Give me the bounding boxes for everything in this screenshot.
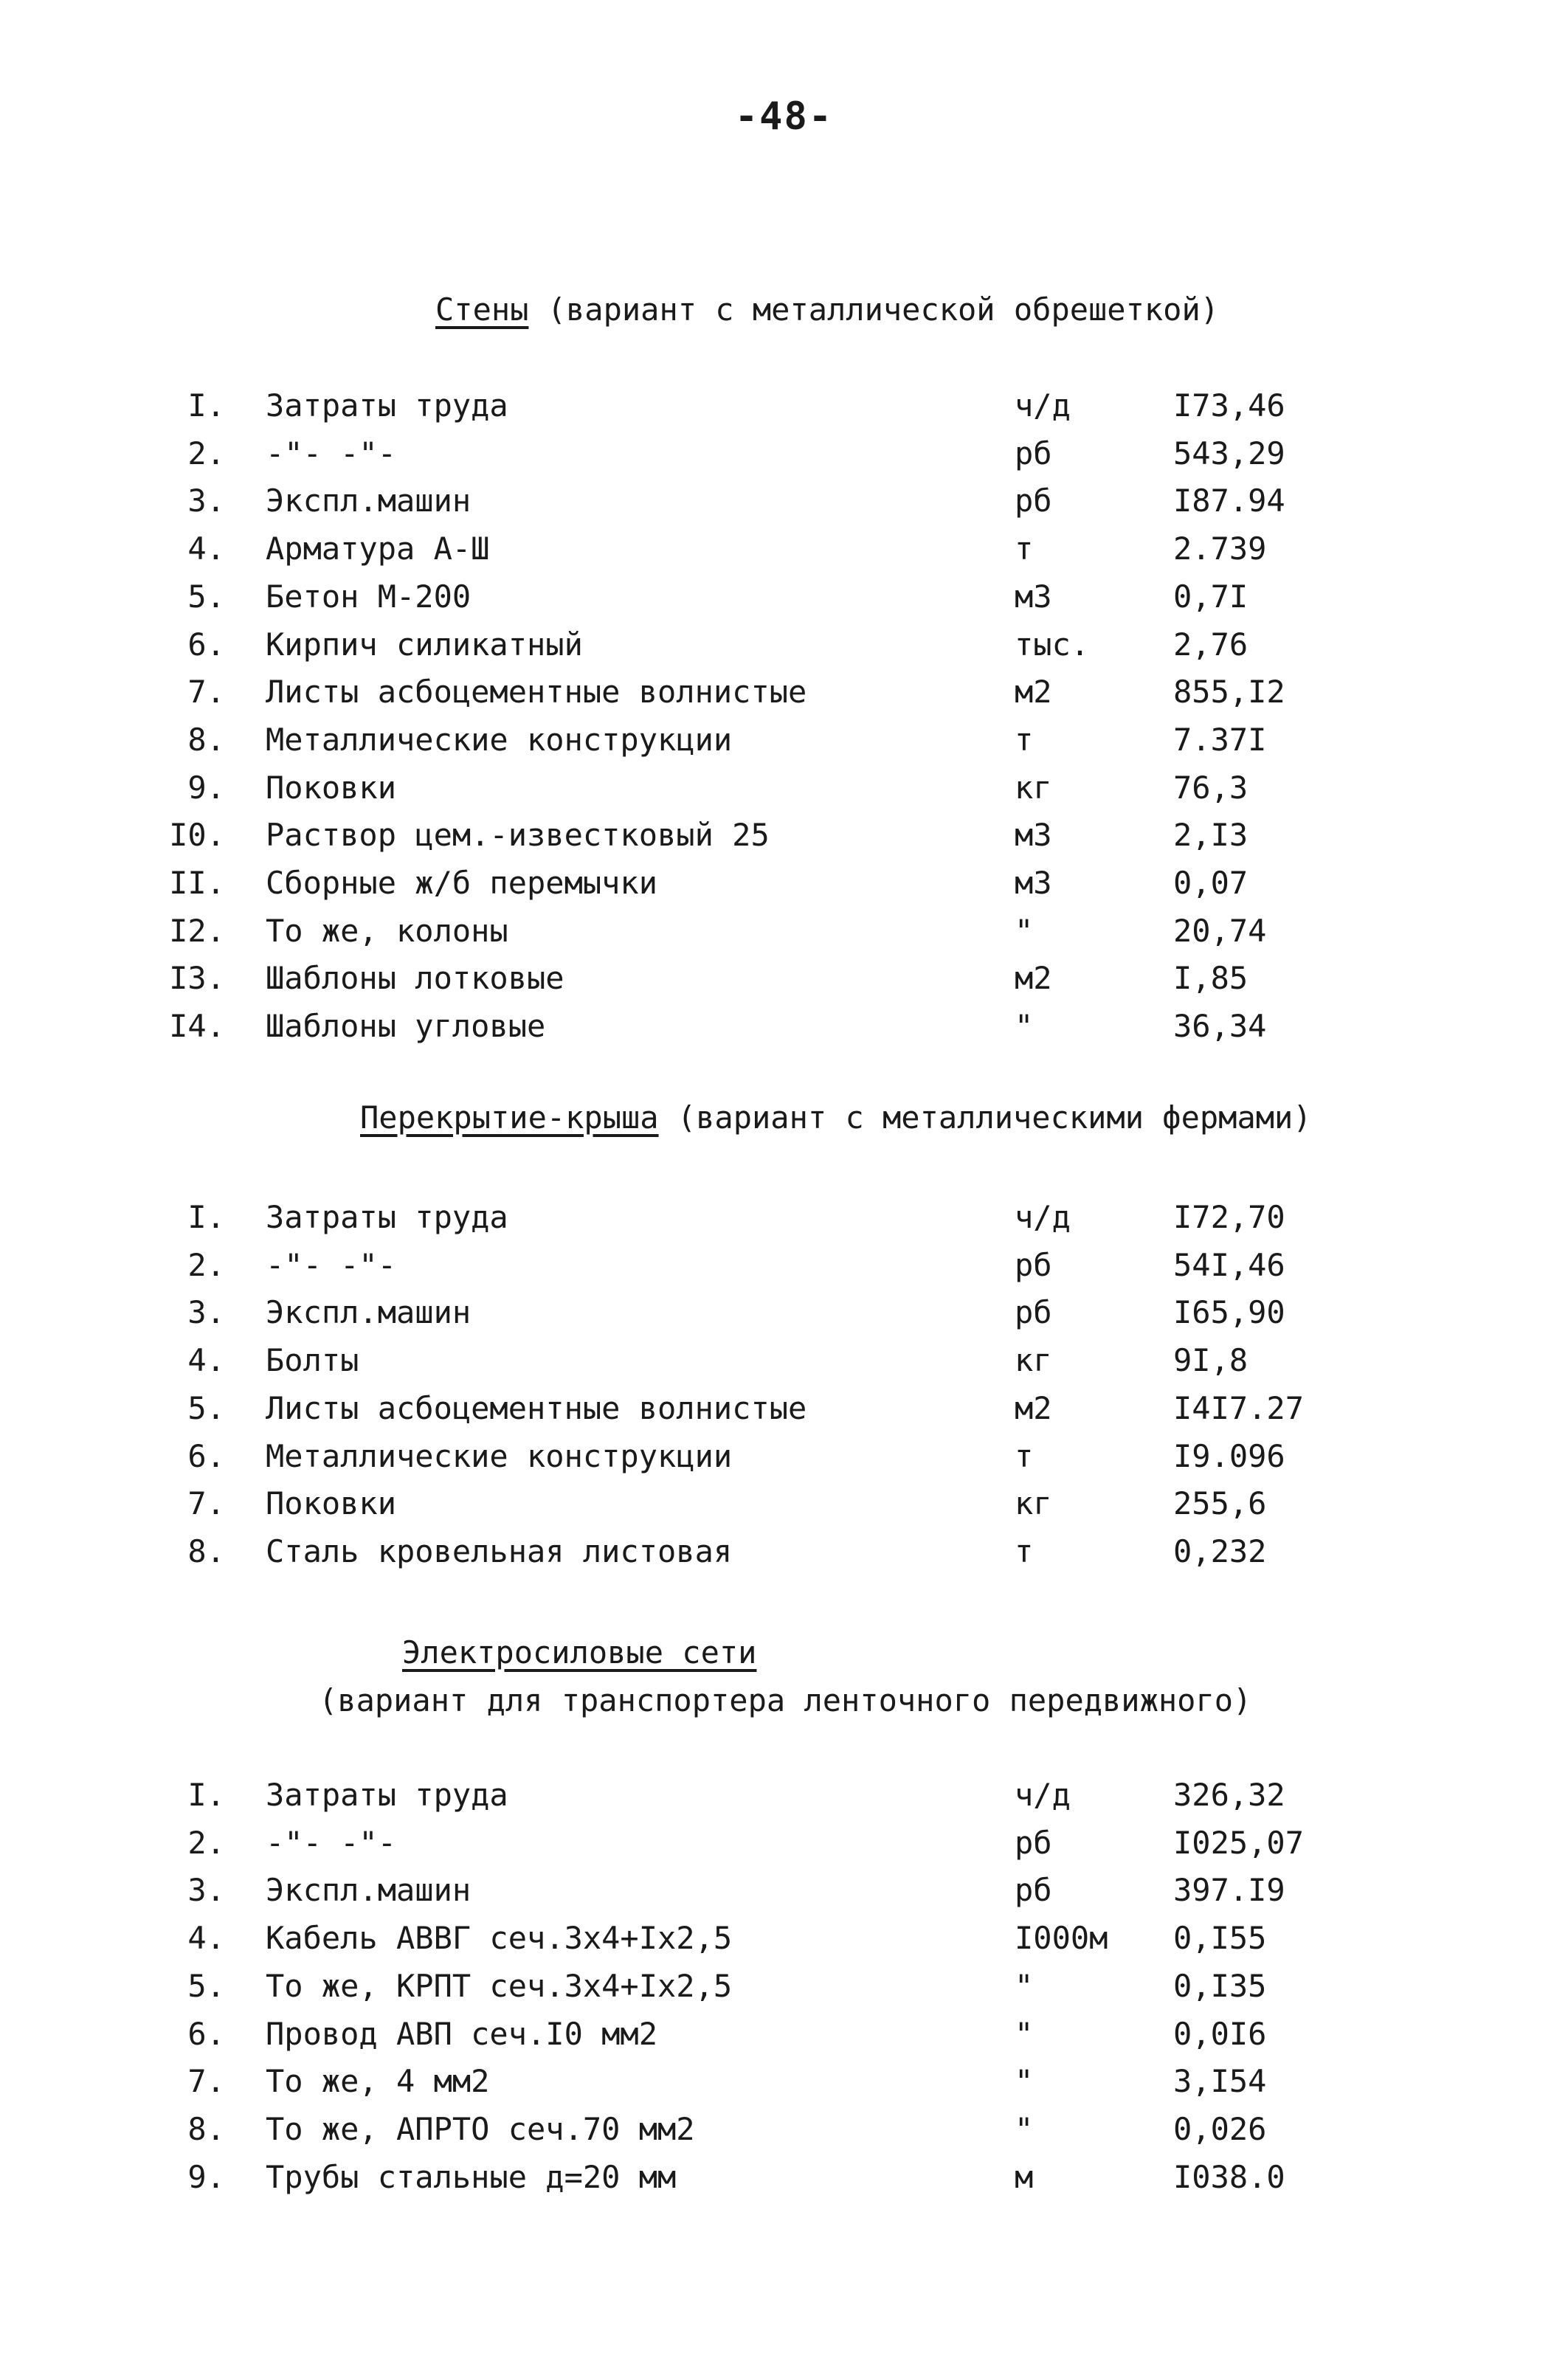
item-name: Бетон М-200: [266, 578, 472, 615]
item-number: I.: [187, 387, 225, 424]
item-name: Экспл.машин: [266, 1872, 472, 1909]
item-name: То же, КРПТ сеч.3х4+Iх2,5: [266, 1967, 733, 2004]
item-name: Шаблоны угловые: [266, 1008, 546, 1045]
item-value: 9I,8: [1173, 1342, 1248, 1379]
item-value: 2,76: [1173, 626, 1248, 663]
item-value: I,85: [1173, 960, 1248, 997]
item-number: II.: [169, 865, 225, 901]
list-item: [0, 626, 1568, 674]
item-number: 6.: [187, 2015, 225, 2052]
list-item: [0, 1533, 1568, 1580]
item-name: Экспл.машин: [266, 483, 472, 519]
item-number: I.: [187, 1199, 225, 1235]
section-title-roof: [360, 1099, 1312, 1136]
list-item: [0, 1872, 1568, 1919]
item-name: Листы асбоцементные волнистые: [266, 674, 807, 711]
item-unit: м2: [1015, 960, 1052, 997]
item-number: I4.: [169, 1008, 225, 1045]
item-unit: кг: [1015, 1485, 1052, 1522]
item-number: 5.: [187, 1967, 225, 2004]
item-unit: м3: [1015, 817, 1052, 854]
section-title-underlined: Электросиловые сети: [402, 1634, 757, 1670]
item-value: I72,70: [1173, 1199, 1285, 1235]
item-value: 0,0I6: [1173, 2015, 1267, 2052]
section-title-underlined: Перекрытие-крыша: [360, 1099, 659, 1136]
item-name: Затраты труда: [266, 387, 508, 424]
item-value: 36,34: [1173, 1008, 1267, 1045]
item-unit: ч/д: [1015, 1777, 1071, 1813]
item-name: Экспл.машин: [266, 1294, 472, 1331]
list-item: [0, 1920, 1568, 1967]
list-item: [0, 674, 1568, 721]
item-number: 8.: [187, 2110, 225, 2147]
item-value: 0,026: [1173, 2110, 1267, 2147]
list-item: [0, 2111, 1568, 2158]
section-title-underlined: Стены: [435, 291, 529, 328]
item-number: 2.: [187, 1824, 225, 1861]
section-title-rest: (вариант с металлическими фермами): [658, 1099, 1312, 1136]
item-number: 2.: [187, 1246, 225, 1283]
item-number: 4.: [187, 531, 225, 567]
item-unit: ": [1015, 1967, 1034, 2004]
item-name: Поковки: [266, 769, 397, 806]
list-item: [0, 960, 1568, 1007]
section-title-rest: (вариант с металлической обрешеткой): [528, 291, 1220, 328]
item-number: 2.: [187, 435, 225, 471]
item-name: То же, АПРТО сеч.70 мм2: [266, 2110, 695, 2147]
item-unit: рб: [1015, 483, 1052, 519]
item-value: 20,74: [1173, 912, 1267, 949]
item-name: Металлические конструкции: [266, 721, 733, 758]
list-item: [0, 770, 1568, 817]
section-title-walls: [435, 291, 1219, 328]
item-name: -"- -"-: [266, 435, 397, 471]
item-unit: ": [1015, 912, 1034, 949]
item-number: 6.: [187, 626, 225, 663]
item-unit: ": [1015, 2063, 1034, 2100]
item-name: Затраты труда: [266, 1199, 508, 1235]
item-unit: I000м: [1015, 1920, 1108, 1957]
item-value: 543,29: [1173, 435, 1285, 471]
item-unit: ": [1015, 2110, 1034, 2147]
item-unit: рб: [1015, 1246, 1052, 1283]
item-unit: ч/д: [1015, 387, 1071, 424]
item-value: I025,07: [1173, 1824, 1305, 1861]
item-unit: м2: [1015, 1389, 1052, 1426]
item-name: Сборные ж/б перемычки: [266, 865, 658, 901]
list-item: [0, 1968, 1568, 2015]
item-name: Поковки: [266, 1485, 397, 1522]
item-number: 5.: [187, 578, 225, 615]
item-number: I0.: [169, 817, 225, 854]
item-number: I3.: [169, 960, 225, 997]
item-value: 255,6: [1173, 1485, 1267, 1522]
item-value: 2,I3: [1173, 817, 1248, 854]
list-item: [0, 1008, 1568, 1055]
item-name: Сталь кровельная листовая: [266, 1533, 733, 1569]
item-name: Провод АВП сеч.I0 мм2: [266, 2015, 658, 2052]
item-name: Металлические конструкции: [266, 1437, 733, 1474]
item-value: 0,07: [1173, 865, 1248, 901]
item-number: 8.: [187, 721, 225, 758]
item-value: 326,32: [1173, 1777, 1285, 1813]
item-name: Кабель АВВГ сеч.3х4+Iх2,5: [266, 1920, 733, 1957]
list-item: [0, 913, 1568, 960]
item-number: I2.: [169, 912, 225, 949]
list-item: [0, 387, 1568, 435]
item-unit: кг: [1015, 769, 1052, 806]
item-unit: ч/д: [1015, 1199, 1071, 1235]
item-value: I4I7.27: [1173, 1389, 1305, 1426]
item-unit: рб: [1015, 1872, 1052, 1909]
item-value: 2.739: [1173, 531, 1267, 567]
item-value: 0,232: [1173, 1533, 1267, 1569]
item-unit: м: [1015, 2158, 1034, 2195]
item-unit: рб: [1015, 1294, 1052, 1331]
item-value: 0,I55: [1173, 1920, 1267, 1957]
list-item: [0, 531, 1568, 578]
list-item: [0, 1777, 1568, 1824]
item-unit: кг: [1015, 1342, 1052, 1379]
item-value: I73,46: [1173, 387, 1285, 424]
list-item: [0, 483, 1568, 530]
item-unit: т: [1015, 1437, 1034, 1474]
list-item: [0, 817, 1568, 864]
list-item: [0, 578, 1568, 626]
item-value: 0,I35: [1173, 1967, 1267, 2004]
item-unit: м3: [1015, 578, 1052, 615]
item-number: 6.: [187, 1437, 225, 1474]
item-unit: тыс.: [1015, 626, 1090, 663]
item-name: Шаблоны лотковые: [266, 960, 564, 997]
item-unit: рб: [1015, 1824, 1052, 1861]
item-name: То же, колоны: [266, 912, 508, 949]
item-number: I.: [187, 1777, 225, 1813]
item-value: 54I,46: [1173, 1246, 1285, 1283]
item-number: 7.: [187, 674, 225, 711]
item-number: 7.: [187, 1485, 225, 1522]
list-item: [0, 1247, 1568, 1294]
item-value: I038.0: [1173, 2158, 1285, 2195]
list-item: [0, 1390, 1568, 1437]
page-number: -48-: [734, 94, 834, 139]
item-value: 397.I9: [1173, 1872, 1285, 1909]
item-value: 0,7I: [1173, 578, 1248, 615]
item-unit: м2: [1015, 674, 1052, 711]
item-name: Затраты труда: [266, 1777, 508, 1813]
list-item: [0, 1485, 1568, 1533]
list-item: [0, 1294, 1568, 1341]
item-number: 9.: [187, 2158, 225, 2195]
item-name: -"- -"-: [266, 1824, 397, 1861]
item-unit: ": [1015, 1008, 1034, 1045]
item-number: 9.: [187, 769, 225, 806]
item-value: 7.37I: [1173, 721, 1267, 758]
list-item: [0, 2063, 1568, 2110]
list-item: [0, 2159, 1568, 2206]
list-item: [0, 865, 1568, 912]
list-item: [0, 1199, 1568, 1246]
item-number: 3.: [187, 483, 225, 519]
item-name: Раствор цем.-известковый 25: [266, 817, 770, 854]
item-value: 76,3: [1173, 769, 1248, 806]
item-value: I9.096: [1173, 1437, 1285, 1474]
item-name: Кирпич силикатный: [266, 626, 583, 663]
item-number: 4.: [187, 1342, 225, 1379]
item-unit: м3: [1015, 865, 1052, 901]
item-value: I87.94: [1173, 483, 1285, 519]
item-number: 5.: [187, 1389, 225, 1426]
list-item: [0, 435, 1568, 483]
item-name: То же, 4 мм2: [266, 2063, 490, 2100]
list-item: [0, 1825, 1568, 1872]
item-value: 3,I54: [1173, 2063, 1267, 2100]
item-unit: т: [1015, 721, 1034, 758]
item-unit: т: [1015, 531, 1034, 567]
item-name: Арматура А-Ш: [266, 531, 490, 567]
item-unit: т: [1015, 1533, 1034, 1569]
item-value: 855,I2: [1173, 674, 1285, 711]
item-number: 7.: [187, 2063, 225, 2100]
item-value: I65,90: [1173, 1294, 1285, 1331]
item-unit: рб: [1015, 435, 1052, 471]
item-number: 3.: [187, 1294, 225, 1331]
list-item: [0, 1438, 1568, 1485]
item-name: -"- -"-: [266, 1246, 397, 1283]
section-subtitle-power-networks: (вариант для транспортера ленточного передвижного): [319, 1682, 1252, 1718]
section-title-power-networks: [402, 1634, 756, 1670]
item-number: 4.: [187, 1920, 225, 1957]
item-name: Листы асбоцементные волнистые: [266, 1389, 807, 1426]
item-number: 8.: [187, 1533, 225, 1569]
list-item: [0, 722, 1568, 769]
list-item: [0, 2016, 1568, 2063]
item-name: Трубы стальные д=20 мм: [266, 2158, 677, 2195]
item-unit: ": [1015, 2015, 1034, 2052]
list-item: [0, 1342, 1568, 1389]
item-name: Болты: [266, 1342, 359, 1379]
item-number: 3.: [187, 1872, 225, 1909]
